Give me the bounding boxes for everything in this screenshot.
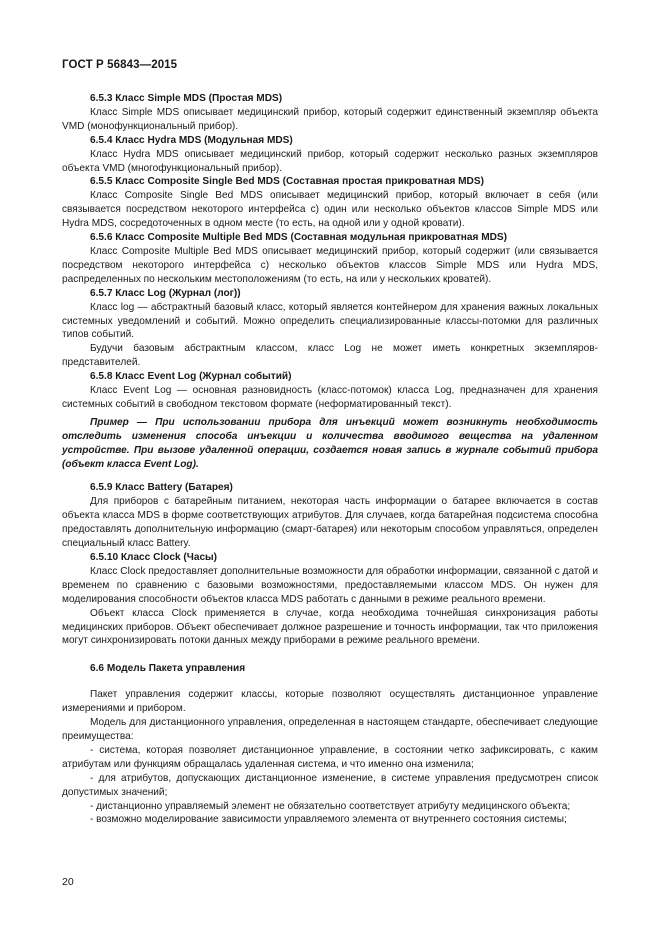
list-item: - возможно моделирование зависимости управляемого элемента от внутреннего состояния системы; bbox=[90, 814, 567, 826]
list-item: - для атрибутов, допускающих дистанционное изменение, в системе управления предусмотрен список допустимых значений; bbox=[62, 772, 598, 798]
paragraph: Модель для дистанционного управления, определенная в настоящем стандарте, обеспечивает следующие преимущества: bbox=[62, 717, 598, 742]
paragraph: Класс Simple MDS описывает медицинский прибор, который содержит единственный экземпляр объекта VMD (монофункциональный прибор). bbox=[62, 106, 598, 132]
paragraph: Объект класса Clock применяется в случае, когда необходима точнейшая синхронизация работы медицинских приборов. Объект обеспечивает должное разрешение и точность информации, так что приложения могут синхронизировать потоки данных между приборами в режиме реального времени. bbox=[62, 607, 598, 647]
document-header: ГОСТ Р 56843—2015 bbox=[62, 59, 178, 71]
section-heading-6-5-3: 6.5.3 Класс Simple MDS (Простая MDS) bbox=[90, 93, 283, 104]
section-heading-6-5-9: 6.5.9 Класс Battery (Батарея) bbox=[90, 482, 233, 494]
paragraph: Класс Event Log — основная разновидность (класс-потомок) класса Log, предназначен для хранения системных событий в свободном текстовом формате (неформатированный текст). bbox=[62, 385, 598, 410]
section-heading-6-5-4: 6.5.4 Класс Hydra MDS (Модульная MDS) bbox=[90, 134, 293, 146]
paragraph: Будучи базовым абстрактным классом, класс Log не может иметь конкретных экземпляров-представителей. bbox=[62, 343, 598, 369]
list-item: - система, которая позволяет дистанционное управление, в состоянии четко зафиксировать, с каким атрибутам или функциям обращалась удаленная система, и что именно она изменила; bbox=[62, 744, 598, 770]
example-note: Пример — При использовании прибора для инъекций может возникнуть необходимость отследить изменения способа инъекции и количества вводимого вещества на удаленном устройстве. При вызове удаленной операции, создается новая запись в журнале событий прибора (объект класса Event Log). bbox=[62, 416, 598, 470]
paragraph: Класс log — абстрактный базовый класс, который является контейнером для хранения важных локальных системных уведомлений и событий. Можно определить специализированные классы-потомки для различных типов событий. bbox=[62, 301, 598, 341]
paragraph: Пакет управления содержит классы, которые позволяют осуществлять дистанционное управление измерениями и прибором. bbox=[62, 689, 598, 715]
section-heading-6-5-10: 6.5.10 Класс Clock (Часы) bbox=[90, 552, 218, 563]
section-heading-6-5-5: 6.5.5 Класс Composite Single Bed MDS (Составная простая прикроватная MDS) bbox=[90, 176, 484, 188]
section-heading-6-5-6: 6.5.6 Класс Composite Multiple Bed MDS (Составная модульная прикроватная MDS) bbox=[90, 232, 508, 244]
page-number: 20 bbox=[62, 876, 74, 888]
paragraph: Класс Composite Multiple Bed MDS описывает медицинский прибор, который содержит (или связывается посредством некоторого интерфейса с) несколько объектов классов Simple MDS или Hydra MDS, распределенных по нескольким местоположениям (то есть, на или у нескольких кроватей). bbox=[62, 245, 598, 285]
document-body bbox=[62, 92, 598, 827]
paragraph: Для приборов с батарейным питанием, некоторая часть информации о батарее включается в состав объекта класса MDS в форме соответствующих атрибутов. Для случаев, когда батарейная подсистема способна предоставлять дополнительную информацию (смарт-батарея) или некоторым способом управляться, определен специальный класс Battery. bbox=[62, 496, 598, 550]
paragraph: Класс Hydra MDS описывает медицинский прибор, который содержит несколько разных экземпляров объекта VMD (многофункциональный прибор). bbox=[62, 148, 598, 174]
section-heading-6-6: 6.6 Модель Пакета управления bbox=[90, 663, 246, 675]
section-heading-6-5-7: 6.5.7 Класс Log (Журнал (лог)) bbox=[90, 287, 241, 299]
list-item: - дистанционно управляемый элемент не обязательно соответствует атрибуту медицинского объекта; bbox=[90, 800, 571, 812]
paragraph: Класс Clock предоставляет дополнительные возможности для обработки информации, связанной с датой и временем по сравнению с базовыми возможностями, предоставляемыми классом MDS. Он нужен для моделирования способности объектов класса MDS работать с данными в режиме реального времени. bbox=[62, 565, 599, 605]
section-heading-6-5-8: 6.5.8 Класс Event Log (Журнал событий) bbox=[90, 371, 292, 383]
paragraph: Класс Composite Single Bed MDS описывает медицинский прибор, который включает в себя (или связывается посредством некоторого интерфейса с) один или несколько объектов классов Simple MDS или Hydra MDS, сосредоточенных в одном месте (то есть, на одной или у одной кровати). bbox=[62, 190, 598, 230]
